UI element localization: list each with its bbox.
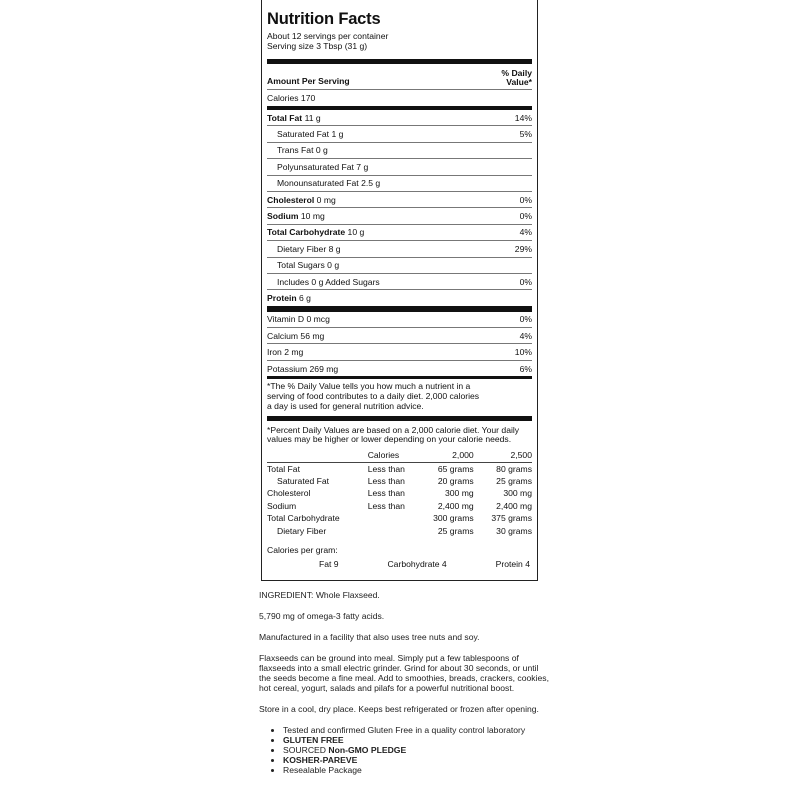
vitamin-name: Calcium 56 mg xyxy=(267,330,325,341)
table-header-cell xyxy=(267,449,368,462)
ingredient-text: INGREDIENT: Whole Flaxseed. xyxy=(259,590,380,600)
calories-value: Calories 170 xyxy=(267,93,316,103)
table-cell: 25 grams xyxy=(437,525,474,536)
vitamin-dv: 10% xyxy=(514,347,532,358)
nutrient-row xyxy=(267,258,532,274)
nutrient-name: Polyunsaturated Fat 7 g xyxy=(277,161,369,172)
list-item-bold: Non-GMO PLEDGE xyxy=(328,745,407,755)
nutrient-row xyxy=(267,225,532,241)
list-item xyxy=(283,745,549,755)
cpg-carbohydrate: Carbohydrate 4 xyxy=(387,559,447,570)
vitamin-name: Iron 2 mg xyxy=(267,347,304,358)
amount-per-serving-header xyxy=(267,64,532,90)
table-cell: 65 grams xyxy=(437,463,474,474)
table-cell xyxy=(368,512,416,524)
nutrient-row xyxy=(267,126,532,142)
vitamin-dv: 6% xyxy=(519,363,532,374)
table-row xyxy=(267,475,532,487)
table-header-cell: Calories xyxy=(368,449,416,462)
nutrient-row xyxy=(267,241,532,257)
vitamin-name: Potassium 269 mg xyxy=(267,363,339,374)
nutrient-name: Total Sugars 0 g xyxy=(277,260,340,271)
facility-text: Manufactured in a facility that also uses tree nuts and soy. xyxy=(259,632,480,642)
nutrient-name: Protein xyxy=(267,292,297,303)
table-row xyxy=(267,500,532,512)
nutrient-row xyxy=(267,208,532,224)
nutrient-row xyxy=(267,143,532,159)
nutrient-amount: 6 g xyxy=(299,292,311,303)
daily-value-header xyxy=(501,69,532,89)
product-details xyxy=(259,590,549,775)
list-item-bold: KOSHER-PAREVE xyxy=(283,755,358,765)
list-item-text: SOURCED xyxy=(283,745,329,755)
cpg-protein: Protein 4 xyxy=(495,559,530,570)
list-item-text: Resealable Package xyxy=(283,765,362,775)
table-cell: 375 grams xyxy=(491,513,532,524)
nutrient-row xyxy=(267,290,532,305)
nutrient-row xyxy=(267,110,532,126)
table-row xyxy=(267,512,532,524)
serving-size: Serving size 3 Tbsp (31 g) xyxy=(267,40,368,51)
table-header-row xyxy=(267,449,532,462)
list-item xyxy=(283,765,549,775)
table-cell: 300 mg xyxy=(445,488,474,499)
table-cell: Sodium xyxy=(267,500,297,511)
nutrient-name: Sodium xyxy=(267,211,299,222)
list-item-bold: GLUTEN FREE xyxy=(283,735,344,745)
storage-text: Store in a cool, dry place. Keeps best refrigerated or frozen after opening. xyxy=(259,704,539,714)
table-cell: Cholesterol xyxy=(267,488,311,499)
nutrient-row xyxy=(267,192,532,208)
table-header-cell: 2,500 xyxy=(474,449,532,462)
omega-text: 5,790 mg of omega-3 fatty acids. xyxy=(259,611,385,621)
table-cell: 25 grams xyxy=(496,476,532,487)
nutrient-dv: 29% xyxy=(514,243,532,254)
nutrient-row xyxy=(267,274,532,290)
vitamin-row xyxy=(267,361,532,376)
calories-row xyxy=(267,90,532,106)
table-cell: Less than xyxy=(367,500,405,511)
daily-value-header-line1: % Daily xyxy=(501,68,532,78)
nutrient-name: Cholesterol xyxy=(267,194,315,205)
table-cell: Less than xyxy=(367,476,405,487)
table-cell: 300 grams xyxy=(433,513,474,524)
table-cell: Total Fat xyxy=(267,463,300,474)
list-item xyxy=(283,735,549,745)
table-cell xyxy=(368,525,416,537)
nutrient-dv: 5% xyxy=(519,129,532,140)
daily-value-header-line2: Value* xyxy=(506,77,532,87)
list-item xyxy=(283,755,549,765)
servings-per-container: About 12 servings per container xyxy=(267,31,389,41)
daily-value-footnote: *The % Daily Value tells you how much a nutrient in a serving of food contributes to a daily diet. 2,000 calories a day is used for general nutrition advice. xyxy=(267,381,480,411)
nutrient-name: Monounsaturated Fat 2.5 g xyxy=(277,178,381,189)
nutrient-name: Trans Fat 0 g xyxy=(277,145,328,156)
calories-per-gram-values xyxy=(267,559,532,569)
table-cell: 2,400 mg xyxy=(496,500,532,511)
nutrient-row xyxy=(267,159,532,175)
calories-per-gram-label: Calories per gram: xyxy=(267,545,338,556)
table-cell: 2,400 mg xyxy=(437,500,474,511)
table-cell: 30 grams xyxy=(496,525,532,536)
label-title: Nutrition Facts xyxy=(267,10,381,28)
nutrient-amount: 10 mg xyxy=(300,211,325,222)
vitamin-row xyxy=(267,328,532,344)
table-cell: 80 grams xyxy=(496,463,532,474)
nutrient-amount: 11 g xyxy=(304,112,321,123)
nutrient-amount: 10 g xyxy=(347,227,365,238)
table-row xyxy=(267,462,532,475)
nutrient-amount: 0 mg xyxy=(316,194,336,205)
table-cell: Dietary Fiber xyxy=(277,525,327,536)
nutrient-row xyxy=(267,176,532,192)
nutrient-dv: 0% xyxy=(519,276,532,287)
table-cell: Less than xyxy=(367,488,405,499)
nutrient-dv: 0% xyxy=(519,211,532,222)
nutrient-name: Total Fat xyxy=(267,112,303,123)
list-item-text: Tested and confirmed Gluten Free in a quality control laboratory xyxy=(283,725,526,735)
vitamin-dv: 0% xyxy=(519,314,532,325)
nutrient-name: Saturated Fat 1 g xyxy=(277,129,344,140)
amount-per-serving: Amount Per Serving xyxy=(267,76,350,86)
vitamin-row xyxy=(267,312,532,328)
table-header-cell: 2,000 xyxy=(415,449,473,462)
nutrient-name: Total Carbohydrate xyxy=(267,227,346,238)
feature-list xyxy=(259,725,549,775)
table-cell: Saturated Fat xyxy=(277,476,330,487)
nutrient-dv: 4% xyxy=(519,227,532,238)
nutrient-name: Includes 0 g Added Sugars xyxy=(277,276,380,287)
table-row xyxy=(267,525,532,537)
list-item xyxy=(283,725,549,735)
nutrient-name: Dietary Fiber 8 g xyxy=(277,243,341,254)
usage-text: Flaxseeds can be ground into meal. Simply put a few tablespoons of flaxseeds into a small electric grinder. Grind for about 30 seconds, or until the seeds become a fine meal. Add to smoothies, breads, crackers, cookies, hot cereal, yogurt, salads and pilafs for a powerful nutritional boost. xyxy=(259,653,549,693)
nutrient-dv: 14% xyxy=(514,112,532,123)
percent-daily-values-note: *Percent Daily Values are based on a 2,000 calorie diet. Your daily values may be higher or lower depending on your calorie needs. xyxy=(267,424,520,445)
table-cell: 20 grams xyxy=(437,476,474,487)
vitamin-name: Vitamin D 0 mcg xyxy=(267,314,330,325)
table-cell: 300 mg xyxy=(503,488,532,499)
table-cell: Less than xyxy=(367,463,405,474)
vitamin-row xyxy=(267,344,532,360)
cpg-fat: Fat 9 xyxy=(319,559,339,570)
reference-values-table xyxy=(267,449,532,537)
nutrition-facts-label xyxy=(261,0,538,581)
table-cell: Total Carbohydrate xyxy=(267,513,340,524)
table-row xyxy=(267,487,532,499)
nutrient-dv: 0% xyxy=(519,194,532,205)
vitamin-dv: 4% xyxy=(519,330,532,341)
